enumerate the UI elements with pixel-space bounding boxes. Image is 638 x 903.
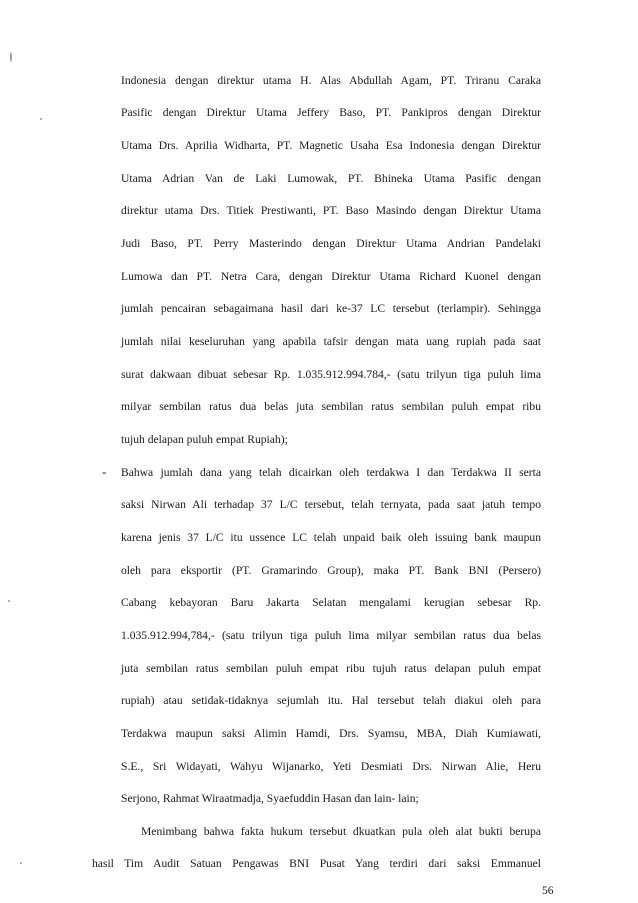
scan-speck bbox=[10, 52, 12, 62]
page-number: 56 bbox=[542, 884, 554, 897]
body-line: Utama Drs. Aprilia Widharta, PT. Magnetic Usaha Esa Indonesia dengan Direktur bbox=[121, 139, 541, 152]
body-line: S.E., Sri Widayati, Wahyu Wijanarko, Yeti Desmiati Drs. Nirwan Alie, Heru bbox=[121, 760, 541, 773]
body-line: Menimbang bahwa fakta hukum tersebut dkuatkan pula oleh alat bukti berupa bbox=[141, 825, 541, 838]
body-line: Serjono, Rahmat Wiraatmadja, Syaefuddin Hasan dan lain- lain; bbox=[121, 792, 419, 805]
body-line: oleh para eksportir (PT. Gramarindo Group), maka PT. Bank BNI (Persero) bbox=[121, 564, 541, 577]
scan-speck bbox=[8, 600, 10, 602]
body-line: Judi Baso, PT. Perry Masterindo dengan Direktur Utama Andrian Pandelaki bbox=[121, 237, 541, 250]
body-line: saksi Nirwan Ali terhadap 37 L/C tersebut, telah ternyata, pada saat jatuh tempo bbox=[121, 498, 541, 511]
bullet-marker: - bbox=[102, 464, 107, 479]
body-line: juta sembilan ratus sembilan puluh empat ribu tujuh ratus delapan puluh empat bbox=[121, 662, 541, 675]
scan-speck bbox=[40, 118, 42, 120]
body-line: tujuh delapan puluh empat Rupiah); bbox=[121, 433, 288, 446]
body-line: karena jenis 37 L/C itu ussence LC telah unpaid baik oleh issuing bank maupun bbox=[121, 531, 541, 544]
body-line: 1.035.912.994,784,- (satu trilyun tiga puluh lima milyar sembilan ratus dua belas bbox=[121, 629, 541, 642]
body-line: Cabang kebayoran Baru Jakarta Selatan mengalami kerugian sebesar Rp. bbox=[121, 596, 541, 609]
body-line: Lumowa dan PT. Netra Cara, dengan Direktur Utama Richard Kuonel dengan bbox=[121, 270, 541, 283]
body-line: milyar sembilan ratus dua belas juta sembilan ratus sembilan puluh empat ribu bbox=[121, 400, 541, 413]
body-line: Bahwa jumlah dana yang telah dicairkan oleh terdakwa I dan Terdakwa II serta bbox=[121, 466, 541, 479]
body-line: Pasific dengan Direktur Utama Jeffery Baso, PT. Pankipros dengan Direktur bbox=[121, 106, 541, 119]
body-line: jumlah pencairan sebagaimana hasil dari ke-37 LC tersebut (terlampir). Sehingga bbox=[121, 302, 541, 315]
scan-speck bbox=[20, 862, 22, 864]
body-line: Utama Adrian Van de Laki Lumowak, PT. Bhineka Utama Pasific dengan bbox=[121, 172, 541, 185]
body-line: hasil Tim Audit Satuan Pengawas BNI Pusat Yang terdiri dari saksi Emmanuel bbox=[92, 857, 541, 870]
body-line: Indonesia dengan direktur utama H. Alas Abdullah Agam, PT. Triranu Caraka bbox=[121, 74, 541, 87]
body-line: jumlah nilai keseluruhan yang apabila tafsir dengan mata uang rupiah pada saat bbox=[121, 335, 541, 348]
body-line: rupiah) atau setidak-tidaknya sejumlah itu. Hal tersebut telah diakui oleh para bbox=[121, 694, 541, 707]
body-line: Terdakwa maupun saksi Alimin Hamdi, Drs. Syamsu, MBA, Diah Kumiawati, bbox=[121, 727, 541, 740]
body-line: direktur utama Drs. Titiek Prestiwanti, PT. Baso Masindo dengan Direktur Utama bbox=[121, 204, 541, 217]
body-line: surat dakwaan dibuat sebesar Rp. 1.035.912.994.784,- (satu trilyun tiga puluh lima bbox=[121, 368, 541, 381]
